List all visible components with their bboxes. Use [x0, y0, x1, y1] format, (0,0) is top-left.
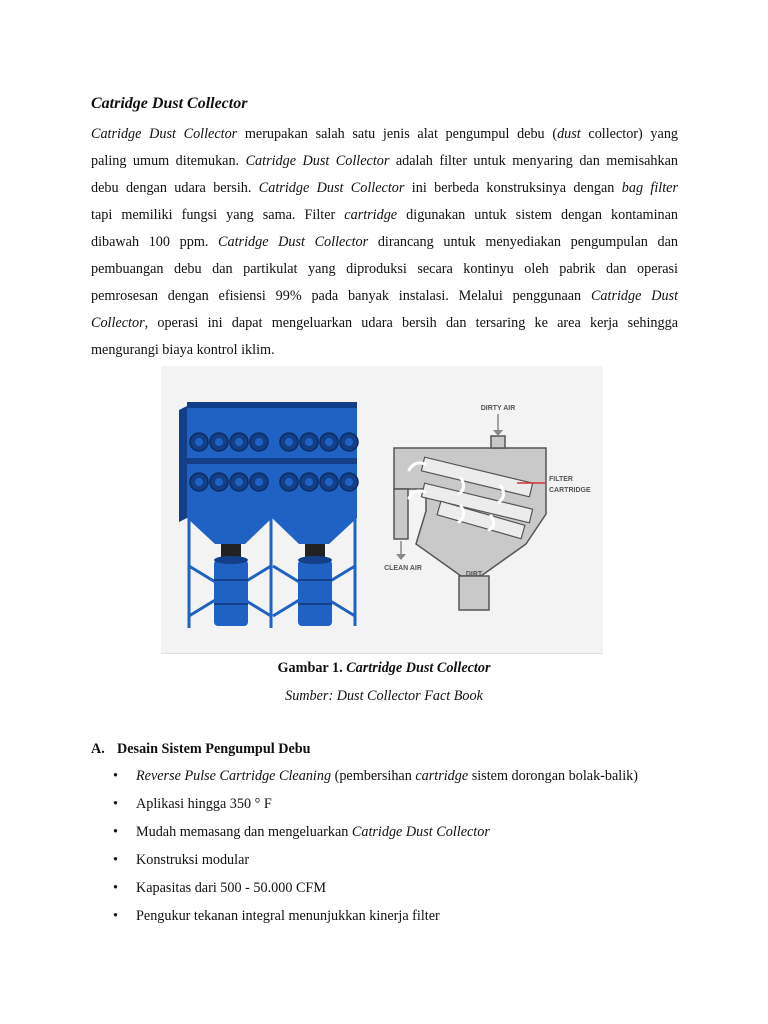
italic-term: Catridge Dust Collector — [218, 234, 369, 250]
list-item — [113, 822, 638, 850]
figure-caption — [0, 658, 768, 678]
bullet-icon: • — [113, 796, 118, 812]
filter-label: FILTER — [549, 476, 573, 483]
text-run: mengurangi biaya kontrol iklim. — [91, 342, 275, 358]
paragraph-line — [91, 256, 678, 283]
section-number: A. — [91, 741, 105, 757]
text-run: tapi memiliki fungsi yang sama. Filter — [91, 207, 345, 223]
italic-term: Catridge Dust — [590, 288, 679, 304]
paragraph-line — [91, 310, 678, 337]
dirt-label: DIRT — [465, 571, 483, 578]
bullet-icon: • — [113, 852, 118, 868]
italic-term: cartridge — [415, 768, 469, 784]
text-run: pemrosesan dengan efisiensi 99% pada banyak instalasi. Melalui penggunaan — [91, 288, 591, 304]
text-run: (pembersihan — [331, 768, 416, 784]
text-run: sistem dorongan bolak-balik) — [468, 768, 638, 784]
italic-term: Reverse Pulse Cartridge Cleaning — [136, 768, 332, 784]
text-run: Aplikasi hingga 350 ° F — [136, 796, 272, 812]
cartridge-label: CARTRIDGE — [549, 487, 591, 494]
text-run: Konstruksi modular — [136, 852, 250, 868]
italic-term: cartridge — [344, 207, 398, 223]
paragraph-line — [91, 175, 678, 202]
text-run: collector) yang — [580, 126, 679, 142]
paragraph-line — [91, 337, 678, 364]
text-run: Pengukur tekanan integral menunjukkan kinerja filter — [136, 908, 440, 924]
italic-term: bag filter — [621, 180, 678, 196]
list-item — [113, 878, 638, 906]
caption-prefix: Gambar 1. — [277, 660, 347, 676]
text-run: , operasi ini dapat mengeluarkan udara bersih dan tersaring ke area kerja sehingga — [144, 315, 678, 331]
figure-graphic — [161, 366, 603, 653]
figure-source: Sumber: Dust Collector Fact Book — [285, 688, 483, 704]
intro-paragraph — [91, 121, 678, 364]
text-run: Mudah memasang dan mengeluarkan — [136, 824, 352, 840]
bullet-icon: • — [113, 880, 118, 896]
list-item — [113, 794, 638, 822]
collector-illustration — [179, 402, 358, 628]
figure-image — [161, 366, 603, 654]
paragraph-line — [91, 229, 678, 256]
text-run: adalah filter untuk menyaring dan memisahkan — [389, 153, 679, 169]
bullet-icon: • — [113, 768, 118, 784]
section-heading — [91, 739, 311, 759]
italic-term: Catridge Dust Collector — [91, 126, 238, 142]
clean-air-label: CLEAN AIR — [384, 565, 422, 572]
text-run: dibawah 100 ppm. — [91, 234, 219, 250]
paragraph-line — [91, 202, 678, 229]
text-run: paling umum ditemukan. — [91, 153, 246, 169]
text-run: merupakan salah satu jenis alat pengumpul debu ( — [237, 126, 558, 142]
italic-term: Catridge Dust Collector — [258, 180, 405, 196]
paragraph-line — [91, 148, 678, 175]
bullet-icon: • — [113, 908, 118, 924]
text-run: dirancang untuk menyediakan pengumpulan dan — [368, 234, 678, 250]
list-item — [113, 906, 638, 934]
design-bullet-list — [113, 766, 638, 934]
bullet-icon: • — [113, 824, 118, 840]
text-run: ini berbeda konstruksinya dengan — [404, 180, 622, 196]
italic-term: Catridge Dust Collector — [245, 153, 390, 169]
text-run: debu dengan udara bersih. — [91, 180, 259, 196]
dirty-air-label: DIRTY AIR — [480, 405, 516, 412]
italic-term: dust — [557, 126, 581, 142]
paragraph-line — [91, 121, 678, 148]
caption-title: Cartridge Dust Collector — [346, 660, 491, 676]
list-item — [113, 850, 638, 878]
list-item — [113, 766, 638, 794]
document-title: Catridge Dust Collector — [91, 95, 248, 112]
section-title: Desain Sistem Pengumpul Debu — [117, 741, 311, 757]
schematic-diagram — [384, 405, 591, 610]
text-run: Kapasitas dari 500 - 50.000 CFM — [136, 880, 326, 896]
text-run: digunakan untuk sistem dengan kontaminan — [397, 207, 678, 223]
paragraph-line — [91, 283, 678, 310]
text-run: pembuangan debu dan partikulat yang diproduksi secara kontinyu oleh pabrik dan operasi — [91, 261, 678, 277]
italic-term: Collector — [91, 315, 145, 331]
italic-term: Catridge Dust Collector — [351, 824, 490, 840]
